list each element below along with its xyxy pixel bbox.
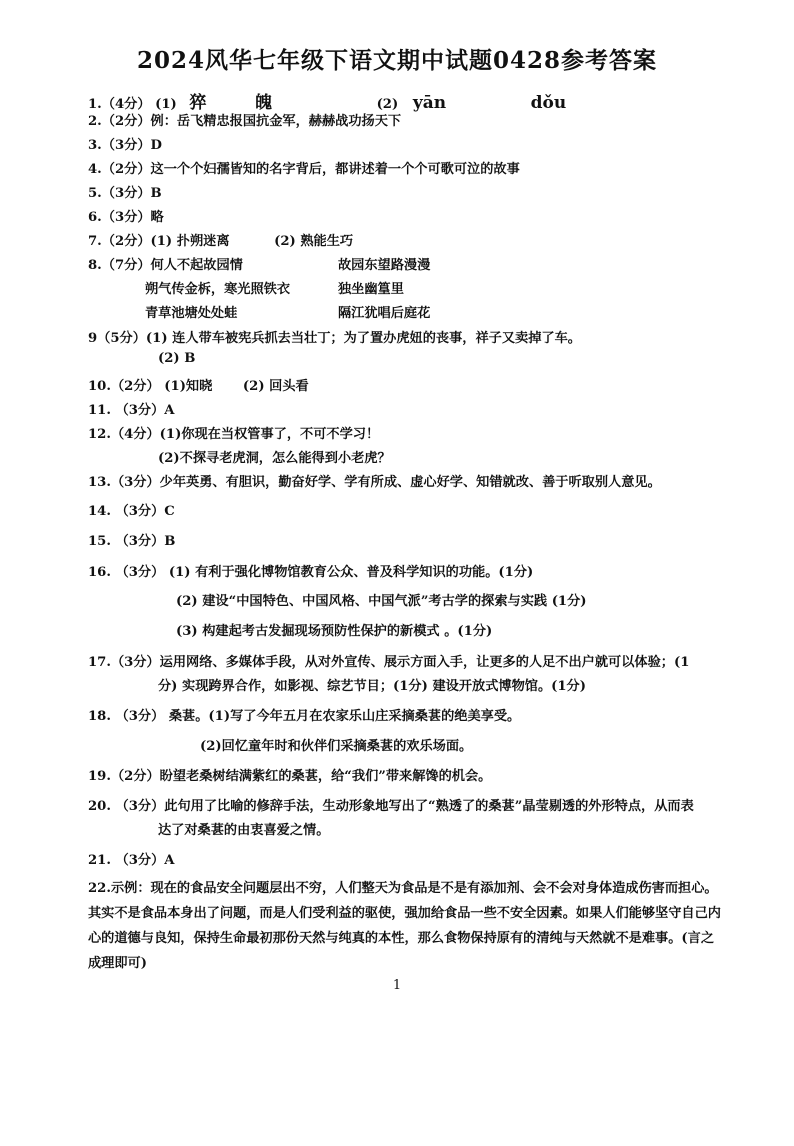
q1-answer-char-2: 魄: [254, 93, 272, 113]
answer-18-part-2: (2)回忆童年时和伙伴们采摘桑葚的欢乐场面。: [200, 739, 473, 754]
answer-17-line-1: 17.（3分）运用网络、多媒体手段，从对外宣传、展示方面入手，让更多的人足不出户就可以体验；(1: [88, 655, 690, 670]
q1-part2-label: (2): [376, 97, 399, 112]
answer-2: 2.（2分）例：岳飞精忠报国抗金军，赫赫战功扬天下: [88, 114, 402, 129]
q10-part2: (2) 回头看: [242, 379, 309, 394]
answer-8-line-2: [145, 278, 754, 297]
q1-part1-label: (1): [155, 97, 177, 112]
answer-8-line-1: [88, 254, 754, 273]
answer-8-line-3: [145, 302, 754, 321]
answer-3: 3.（3分）D: [88, 138, 162, 153]
q8-line3-left: 青草池塘处处蛙: [145, 306, 238, 321]
q1-score: （4分）: [101, 97, 151, 112]
answer-15: 15. （3分）B: [88, 534, 176, 549]
page-number: 1: [392, 978, 402, 993]
answer-13: 13.（3分）少年英勇、有胆识，勤奋好学、学有所成、虚心好学、知错就改、善于听取别人意见。: [88, 475, 661, 490]
answer-16-part-2: (2) 建设“中国特色、中国风格、中国气派”考古学的探索与实践 (1分): [176, 594, 587, 609]
q8-line3-right: 隔江犹唱后庭花: [338, 306, 431, 321]
answer-21: 21. （3分）A: [88, 853, 175, 868]
answer-10: [88, 375, 754, 394]
answer-12-part-2: (2)不探寻老虎洞，怎么能得到小老虎？: [158, 451, 391, 466]
answer-14: 14. （3分）C: [88, 504, 175, 519]
answer-7: [88, 230, 754, 249]
answer-16-part-1: 16. （3分） (1) 有利于强化博物馆教育公众、普及科学知识的功能。(1分): [88, 565, 534, 580]
answer-6: 6.（3分）略: [88, 210, 164, 225]
q1-number: 1.: [88, 97, 102, 112]
answer-4: 4.（2分）这一个个妇孺皆知的名字背后，都讲述着一个个可歌可泣的故事: [88, 162, 520, 177]
answer-19: 19.（2分）盼望老桑树结满紫红的桑葚，给“我们”带来解馋的机会。: [88, 769, 492, 784]
answer-12-part-1: 12.（4分）(1)你现在当权管事了，不可不学习！: [88, 427, 380, 442]
answer-17-line-2: 分) 实现跨界合作，如影视、综艺节目；(1分) 建设开放式博物馆。(1分): [158, 679, 586, 694]
q1-pinyin-2: dǒu: [530, 93, 567, 113]
answer-20-line-1: 20. （3分）此句用了比喻的修辞手法，生动形象地写出了“熟透了的桑葚”晶莹剔透的外形特点，从而表: [88, 799, 694, 814]
answer-16-part-3: (3) 构建起考古发掘现场预防性保护的新模式 。(1分): [176, 624, 493, 639]
q1-pinyin-1: yān: [412, 93, 447, 113]
q10-part1: 10.（2分） (1)知晓: [88, 379, 213, 394]
q7-part2: (2) 熟能生巧: [274, 234, 354, 249]
q8-line1-right: 故园东望路漫漫: [338, 258, 431, 273]
answer-9-part-2: (2) B: [158, 351, 196, 366]
answer-11: 11. （3分）A: [88, 403, 175, 418]
answer-18-part-1: 18. （3分） 桑葚。(1)写了今年五月在农家乐山庄采摘桑葚的绝美享受。: [88, 709, 521, 724]
answer-20-line-2: 达了对桑葚的由衷喜爱之情。: [158, 823, 330, 838]
q8-line2-right: 独坐幽篁里: [338, 282, 404, 297]
answer-9-part-1: 9（5分）(1) 连人带车被宪兵抓去当壮丁；为了置办虎妞的丧事，祥子又卖掉了车。: [88, 331, 581, 346]
page-title: 2024风华七年级下语文期中试题0428参考答案: [136, 47, 658, 74]
answer-22: 22.示例：现在的食品安全问题层出不穷，人们整天为食品是不是有添加剂、会不会对身体造成伤害而担心。其实不是食品本身出了问题，而是人们受利益的驱使，强加给食品一些不安全因素。如果人们能够坚守自己内心的道德与良知，保持生命最初那份天然与纯真的本性，那么食物保持原有的清纯与天然就不是难事。(言之成理即可): [88, 881, 721, 971]
q8-line1-left: 8.（7分）何人不起故园情: [88, 258, 243, 273]
answer-5: 5.（3分）B: [88, 186, 162, 201]
q8-line2-left: 朔气传金柝，寒光照铁衣: [145, 282, 291, 297]
q7-part1: 7.（2分）(1) 扑朔迷离: [88, 234, 230, 249]
q1-answer-char-1: 猝: [189, 93, 207, 113]
